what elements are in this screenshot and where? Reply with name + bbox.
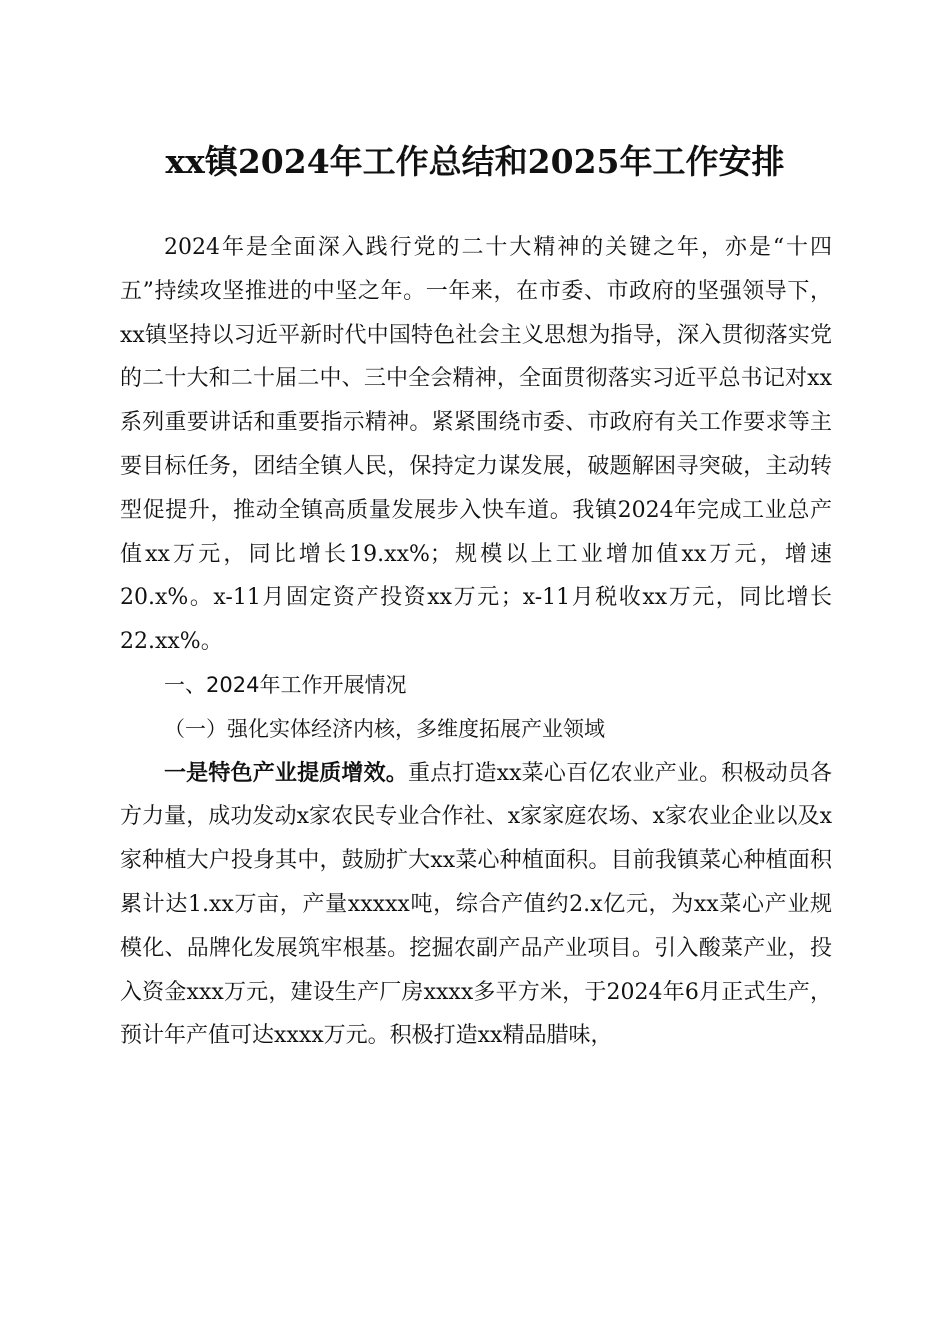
intro-paragraph: 2024年是全面深入践行党的二十大精神的关键之年，亦是“十四五”持续攻坚推进的中坚之年。一年来，在市委、市政府的坚强领导下，xx镇坚持以习近平新时代中国特色社会主义思想为指导，深入贯彻落实党的二十大和二十届二中、三中全会精神，全面贯彻落实习近平总书记对xx系列重要讲话和重要指示精神。紧紧围绕市委、市政府有关工作要求等主要目标任务，团结全镇人民，保持定力谋发展，破题解困寻突破，主动转型促提升，推动全镇高质量发展步入快车道。我镇2024年完成工业总产值xx万元，同比增长19.xx%；规模以上工业增加值xx万元，增速20.x%。x-11月固定资产投资xx万元；x-11月税收xx万元，同比增长22.xx%。	[120, 235, 832, 655]
document-body	[120, 226, 832, 1058]
item-lead: 一是特色产业提质增效。	[164, 759, 408, 786]
subsection-heading: （一）强化实体经济内核，多维度拓展产业领域	[164, 716, 605, 741]
section-heading: 一、2024年工作开展情况	[164, 672, 407, 697]
document-title: xx镇2024年工作总结和2025年工作安排	[165, 142, 785, 181]
item-text: 重点打造xx菜心百亿农业产业。积极动员各方力量，成功发动x家农民专业合作社、x家家庭农场、x家农业企业以及x家种植大户投身其中，鼓励扩大xx菜心种植面积。目前我镇菜心种植面积累计达1.xx万亩，产量xxxxx吨，综合产值约2.x亿元，为xx菜心产业规模化、品牌化发展筑牢根基。挖掘农副产品产业项目。引入酸菜产业，投入资金xxx万元，建设生产厂房xxxx多平方米，于2024年6月正式生产，预计年产值可达xxxx万元。积极打造xx精品腊味，	[120, 760, 832, 1049]
item-paragraph	[120, 752, 832, 1059]
